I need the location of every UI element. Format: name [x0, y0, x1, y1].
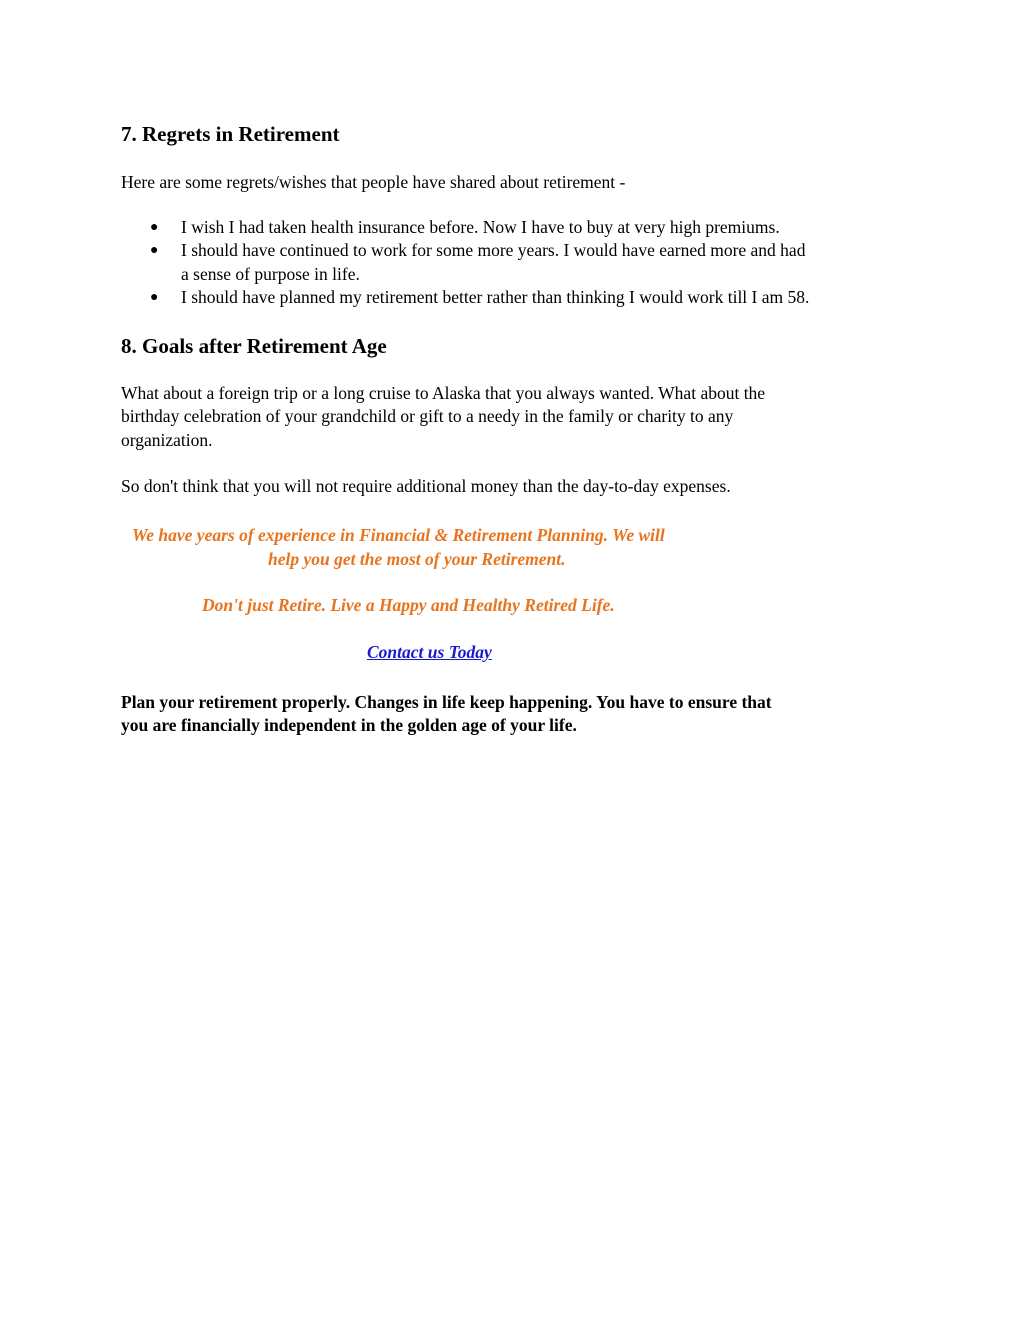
experience-callout-line-1: We have years of experience in Financial & Retirement Planning. We will [132, 525, 665, 545]
list-item-text: I should have continued to work for some more years. I would have earned more and had [181, 240, 806, 261]
closing-line: you are financially independent in the golden age of your life. [121, 715, 577, 736]
section-7-intro: Here are some regrets/wishes that people have shared about retirement - [121, 172, 626, 192]
bullet-icon: ● [150, 220, 159, 235]
tagline: Don't just Retire. Live a Happy and Healthy Retired Life. [202, 595, 615, 615]
list-item-text: I should have planned my retirement better rather than thinking I would work till I am 58. [181, 286, 810, 307]
experience-callout-line-2: help you get the most of your Retirement. [268, 549, 566, 569]
section-8-heading: 8. Goals after Retirement Age [121, 334, 387, 358]
list-item-text: I wish I had taken health insurance before. Now I have to buy at very high premiums. [181, 217, 780, 237]
paragraph-line: What about a foreign trip or a long cruise to Alaska that you always wanted. What about the [121, 383, 766, 403]
list-item-text-continued: a sense of purpose in life. [181, 263, 360, 284]
paragraph-line: organization. [121, 429, 213, 450]
list-item [121, 286, 809, 309]
closing-line: Plan your retirement properly. Changes in life keep happening. You have to ensure that [121, 692, 772, 712]
section-8-paragraph-1 [121, 382, 765, 452]
paragraph-line: birthday celebration of your grandchild or gift to a needy in the family or charity to any [121, 406, 734, 427]
bullet-icon: ● [150, 289, 159, 305]
closing-statement [121, 691, 772, 738]
list-item [121, 239, 809, 286]
section-7-heading: 7. Regrets in Retirement [121, 122, 340, 146]
bullet-icon: ● [150, 243, 159, 259]
regrets-list [121, 216, 809, 309]
section-8-paragraph-2: So don't think that you will not require additional money than the day-to-day expenses. [121, 476, 731, 496]
list-item [121, 216, 809, 239]
contact-us-link[interactable]: Contact us Today [367, 642, 492, 662]
